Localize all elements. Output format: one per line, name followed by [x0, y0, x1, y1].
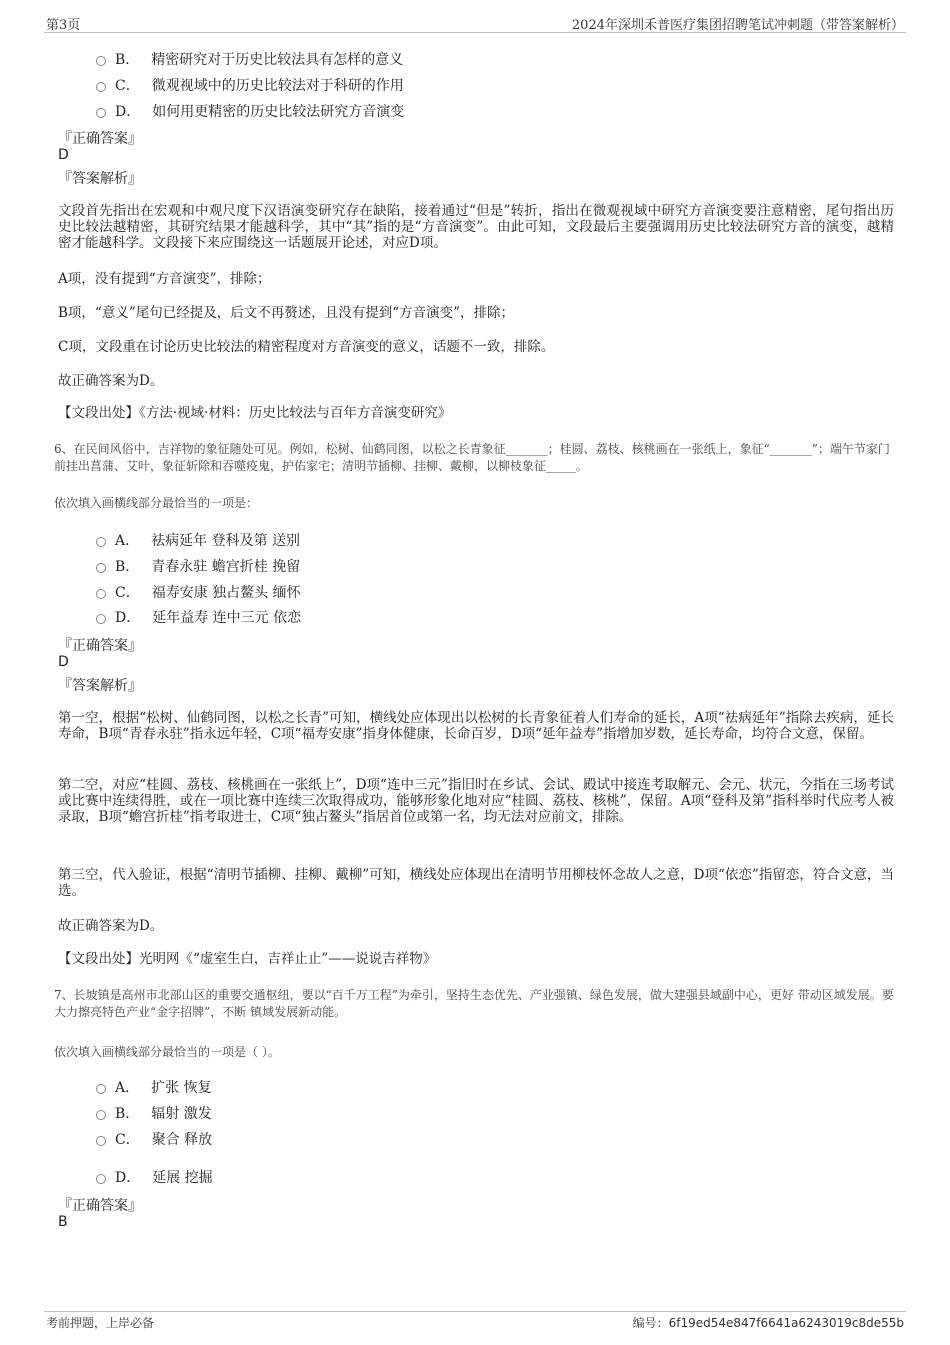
- q5-option-c[interactable]: [96, 75, 404, 95]
- radio-icon[interactable]: [96, 1174, 106, 1184]
- q7-option-b[interactable]: [96, 1103, 212, 1123]
- footer-divider: [44, 1311, 906, 1312]
- q5-analysis-label: 『答案解析』: [58, 171, 142, 187]
- option-letter: B．: [115, 52, 140, 68]
- q6-source: 【文段出处】光明网《“虚室生白，吉祥止止”——说说吉祥物》: [58, 951, 437, 967]
- option-text: 延展 挖掘: [152, 1170, 213, 1186]
- q6-analysis-paragraph: 第三空，代入验证，根据“清明节插柳、挂柳、戴柳”可知，横线处应体现出在清明节用柳枝怀念故人之意，D项“依恋”指留恋，符合文意，当选。: [58, 867, 894, 899]
- q5-analysis-paragraph: C项，文段重在讨论历史比较法的精密程度对方音演变的意义，话题不一致，排除。: [58, 339, 555, 355]
- q5-answer: D: [58, 147, 69, 163]
- document-id: 编号：6f19ed54e847f6641a6243019c8de55b: [632, 1316, 904, 1330]
- option-text: 青春永驻 蟾宫折桂 挽留: [151, 559, 301, 575]
- q6-option-b[interactable]: [96, 556, 300, 576]
- radio-icon[interactable]: [96, 563, 106, 573]
- q5-source: 【文段出处】《方法·视域·材料：历史比较法与百年方音演变研究》: [58, 405, 452, 421]
- option-text: 延年益寿 连中三元 依恋: [152, 610, 302, 626]
- option-letter: C．: [115, 585, 140, 601]
- radio-icon[interactable]: [96, 1084, 106, 1094]
- radio-icon[interactable]: [96, 537, 106, 547]
- option-text: 精密研究对于历史比较法具有怎样的意义: [151, 52, 404, 68]
- q6-answer: D: [58, 654, 69, 670]
- option-text: 辐射 激发: [151, 1106, 212, 1122]
- q7-answer-label: 『正确答案』: [58, 1198, 142, 1214]
- q6-analysis-conclusion: 故正确答案为D。: [58, 918, 164, 934]
- option-letter: B．: [115, 559, 140, 575]
- option-letter: D．: [115, 1170, 141, 1186]
- radio-icon[interactable]: [96, 1136, 106, 1146]
- option-text: 福寿安康 独占鳌头 缅怀: [151, 585, 301, 601]
- q5-option-d[interactable]: [96, 101, 404, 121]
- radio-icon[interactable]: [96, 614, 106, 624]
- q6-option-d[interactable]: [96, 607, 301, 627]
- header-divider: [44, 32, 906, 33]
- q6-answer-label: 『正确答案』: [58, 638, 142, 654]
- option-letter: A．: [115, 1080, 140, 1096]
- radio-icon[interactable]: [96, 589, 106, 599]
- q5-analysis-conclusion: 故正确答案为D。: [58, 373, 164, 389]
- page-number: 第3页: [46, 18, 81, 33]
- radio-icon[interactable]: [96, 56, 106, 66]
- option-letter: C．: [115, 1132, 140, 1148]
- option-text: 聚合 释放: [151, 1132, 213, 1148]
- option-text: 微观视域中的历史比较法对于科研的作用: [151, 78, 404, 94]
- q7-answer: B: [58, 1214, 68, 1230]
- document-title: 2024年深圳禾普医疗集团招聘笔试冲刺题（带答案解析）: [571, 18, 904, 33]
- option-letter: A．: [115, 533, 140, 549]
- q6-analysis-paragraph: 第一空，根据“松树、仙鹤同图，以松之长青”可知，横线处应体现出以松树的长青象征着人们寿命的延长，A项“祛病延年”指除去疾病，延长寿命，B项“青春永驻”指永远年轻，C项“福寿安康”指身体健康，长命百岁，D项“延年益寿”指增加岁数，延长寿命，均符合文意，保留。: [58, 710, 894, 742]
- q6-analysis-label: 『答案解析』: [58, 678, 142, 694]
- q6-option-a[interactable]: [96, 530, 300, 550]
- option-text: 扩张 恢复: [151, 1080, 212, 1096]
- option-text: 如何用更精密的历史比较法研究方音演变: [152, 104, 405, 120]
- option-letter: C．: [115, 78, 140, 94]
- q5-analysis-paragraph: 文段首先指出在宏观和中观尺度下汉语演变研究存在缺陷，接着通过“但是”转折，指出在微观视域中研究方音演变要注意精密，尾句指出历史比较法越精密，其研究结果才能越科学，其中“其”指的是“方音演变”。由此可知，文段最后主要强调用历史比较法研究方音的演变，越精密才能越科学。文段接下来应围绕这一话题展开论述，对应D项。: [58, 203, 894, 251]
- option-letter: D．: [115, 610, 141, 626]
- q7-prompt: 依次填入画横线部分最恰当的一项是（ ）。: [54, 1045, 280, 1059]
- radio-icon[interactable]: [96, 108, 106, 118]
- q6-analysis-paragraph: 第二空，对应“桂圆、荔枝、核桃画在一张纸上”，D项“连中三元”指旧时在乡试、会试、殿试中接连考取解元、会元、状元，今指在三场考试或比赛中连续得胜，或在一项比赛中连续三次取得成功，能够形象化地对应“桂圆、荔枝、核桃”，保留。A项“登科及第”指科举时代应考人被录取，B项“蟾宫折桂”指考取进士，C项“独占鳌头”指居首位或第一名，均无法对应前文，排除。: [58, 777, 894, 825]
- q7-option-a[interactable]: [96, 1077, 212, 1097]
- footer-slogan: 考前押题，上岸必备: [46, 1316, 155, 1330]
- radio-icon[interactable]: [96, 1110, 106, 1120]
- q7-option-c[interactable]: [96, 1129, 212, 1149]
- q6-option-c[interactable]: [96, 582, 301, 602]
- radio-icon[interactable]: [96, 82, 106, 92]
- q7-stem: 7、长坡镇是高州市北部山区的重要交通枢纽，要以“百千万工程”为牵引，坚持生态优先、产业强镇、绿色发展，做大建强县域副中心，更好 带动区域发展。要大力擦亮特色产业“金字招牌”，不断 镇域发展新动能。: [54, 988, 894, 1019]
- q5-analysis-paragraph: A项，没有提到“方音演变”，排除；: [58, 271, 271, 287]
- option-letter: B．: [115, 1106, 140, 1122]
- option-text: 祛病延年 登科及第 送别: [151, 533, 301, 549]
- q6-prompt: 依次填入画横线部分最恰当的一项是：: [54, 496, 259, 510]
- q7-option-d[interactable]: [96, 1167, 213, 1187]
- q5-option-b[interactable]: [96, 49, 403, 69]
- option-letter: D．: [115, 104, 141, 120]
- q6-stem: 6、在民间风俗中，吉祥物的象征随处可见。例如，松树、仙鹤同图，以松之长青象征_______；桂圆、荔枝、核桃画在一张纸上，象征“_______”；端午节家门前挂出菖蒲、艾叶，象征斩除和吞噬疫鬼，护佑家宅；清明节插柳、挂柳、戴柳，以柳枝象征_____。: [54, 442, 890, 473]
- q5-analysis-paragraph: B项，“意义”尾句已经提及，后文不再赘述，且没有提到“方音演变”，排除；: [58, 305, 515, 321]
- q5-answer-label: 『正确答案』: [58, 131, 142, 147]
